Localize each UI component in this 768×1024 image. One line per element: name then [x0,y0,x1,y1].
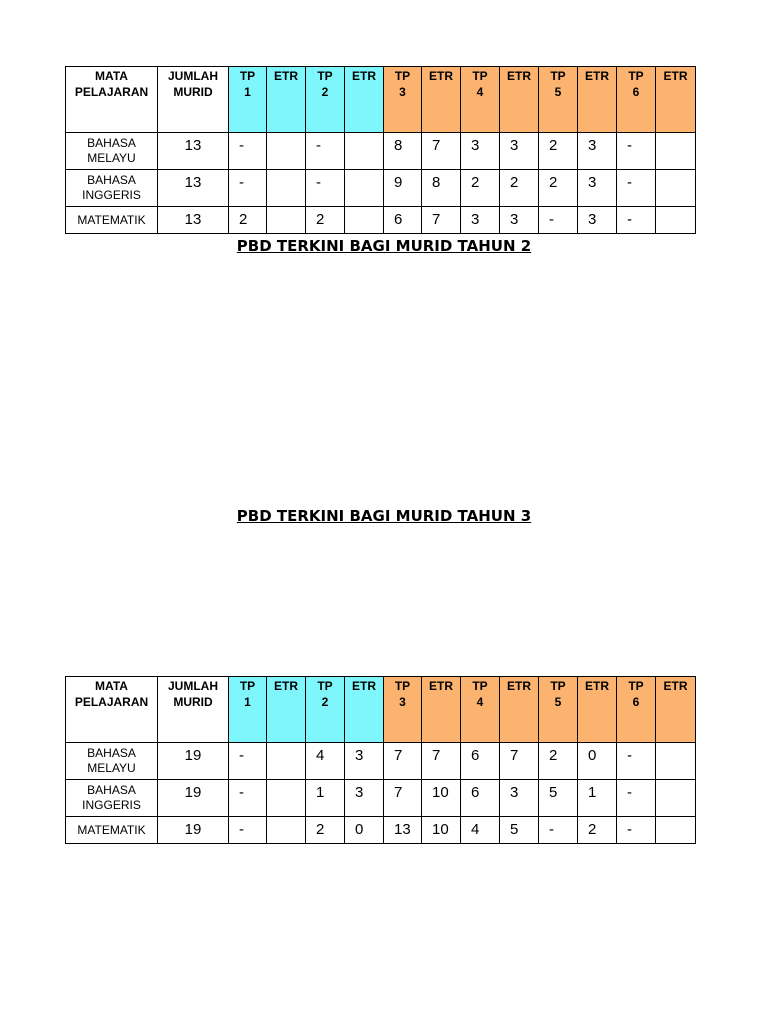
subject-cell: BAHASA INGGERIS [66,170,158,207]
header-etr-4: ETR [500,677,539,743]
jumlah-cell: 19 [158,780,229,817]
header-jumlah-murid: JUMLAH MURID [158,67,229,133]
value-cell: 8 [384,133,422,170]
table-header-row [66,67,696,133]
subject-cell: BAHASA MELAYU [66,133,158,170]
table-row [66,780,696,817]
jumlah-cell: 13 [158,133,229,170]
value-cell: 13 [384,817,422,844]
value-cell [656,780,696,817]
table-row [66,207,696,234]
pbd-table-tahun-2 [65,66,696,234]
value-cell: 3 [578,133,617,170]
value-cell: 2 [578,817,617,844]
value-cell: - [539,817,578,844]
header-tp-3: TP 3 [384,67,422,133]
caption-tahun-3: PBD TERKINI BAGI MURID TAHUN 3 [236,507,532,525]
value-cell: 3 [500,133,539,170]
header-mata-pelajaran: MATA PELAJARAN [66,677,158,743]
header-etr-5: ETR [578,67,617,133]
value-cell: 7 [500,743,539,780]
header-jumlah-murid: JUMLAH MURID [158,677,229,743]
value-cell [656,743,696,780]
header-tp-1: TP 1 [229,67,267,133]
jumlah-cell: 19 [158,817,229,844]
value-cell: 10 [422,780,461,817]
header-etr-2: ETR [345,67,384,133]
value-cell [345,207,384,234]
value-cell [267,133,306,170]
table-row [66,743,696,780]
value-cell: 2 [500,170,539,207]
table-row [66,133,696,170]
value-cell: - [306,133,345,170]
header-tp-5: TP 5 [539,67,578,133]
value-cell [656,133,696,170]
value-cell [656,170,696,207]
value-cell: - [617,207,656,234]
value-cell: 9 [384,170,422,207]
value-cell: 7 [422,207,461,234]
value-cell [656,817,696,844]
value-cell: - [617,817,656,844]
header-tp-4: TP 4 [461,67,500,133]
value-cell [267,207,306,234]
value-cell: 7 [422,133,461,170]
value-cell: 2 [229,207,267,234]
header-tp-6: TP 6 [617,677,656,743]
value-cell: - [617,133,656,170]
value-cell: 6 [384,207,422,234]
header-tp-1: TP 1 [229,677,267,743]
value-cell: 2 [461,170,500,207]
value-cell [345,170,384,207]
value-cell [267,743,306,780]
value-cell: 3 [500,780,539,817]
header-tp-4: TP 4 [461,677,500,743]
value-cell: - [617,170,656,207]
value-cell: 3 [461,133,500,170]
value-cell: 0 [345,817,384,844]
header-tp-6: TP 6 [617,67,656,133]
header-mata-pelajaran: MATA PELAJARAN [66,67,158,133]
subject-cell: MATEMATIK [66,207,158,234]
header-etr-3: ETR [422,67,461,133]
subject-cell: BAHASA INGGERIS [66,780,158,817]
value-cell: - [229,170,267,207]
value-cell: 2 [539,743,578,780]
value-cell: - [306,170,345,207]
subject-cell: MATEMATIK [66,817,158,844]
value-cell [267,817,306,844]
header-tp-3: TP 3 [384,677,422,743]
header-tp-2: TP 2 [306,677,345,743]
value-cell: - [229,133,267,170]
header-etr-1: ETR [267,67,306,133]
value-cell: 3 [578,207,617,234]
value-cell: 2 [306,817,345,844]
value-cell: 4 [461,817,500,844]
value-cell: 3 [500,207,539,234]
value-cell: - [617,780,656,817]
table-header-row [66,677,696,743]
header-etr-4: ETR [500,67,539,133]
value-cell: 3 [345,780,384,817]
header-tp-2: TP 2 [306,67,345,133]
header-tp-5: TP 5 [539,677,578,743]
header-etr-2: ETR [345,677,384,743]
value-cell: 1 [578,780,617,817]
value-cell: 3 [461,207,500,234]
value-cell: 10 [422,817,461,844]
value-cell: - [229,743,267,780]
value-cell: 6 [461,780,500,817]
jumlah-cell: 13 [158,207,229,234]
value-cell: 3 [578,170,617,207]
value-cell [267,170,306,207]
value-cell [345,133,384,170]
table-row [66,817,696,844]
value-cell: 7 [384,780,422,817]
value-cell: 8 [422,170,461,207]
value-cell: 4 [306,743,345,780]
value-cell: 3 [345,743,384,780]
value-cell: - [539,207,578,234]
value-cell: - [229,780,267,817]
value-cell [656,207,696,234]
caption-tahun-2: PBD TERKINI BAGI MURID TAHUN 2 [236,237,532,255]
table-row [66,170,696,207]
value-cell [267,780,306,817]
value-cell: 0 [578,743,617,780]
value-cell: - [229,817,267,844]
header-etr-6: ETR [656,67,696,133]
jumlah-cell: 19 [158,743,229,780]
value-cell: 5 [539,780,578,817]
value-cell: - [617,743,656,780]
value-cell: 2 [539,170,578,207]
value-cell: 2 [306,207,345,234]
pbd-table-tahun-3 [65,676,696,844]
value-cell: 2 [539,133,578,170]
value-cell: 1 [306,780,345,817]
value-cell: 5 [500,817,539,844]
value-cell: 6 [461,743,500,780]
value-cell: 7 [384,743,422,780]
header-etr-5: ETR [578,677,617,743]
header-etr-3: ETR [422,677,461,743]
jumlah-cell: 13 [158,170,229,207]
value-cell: 7 [422,743,461,780]
header-etr-6: ETR [656,677,696,743]
subject-cell: BAHASA MELAYU [66,743,158,780]
header-etr-1: ETR [267,677,306,743]
